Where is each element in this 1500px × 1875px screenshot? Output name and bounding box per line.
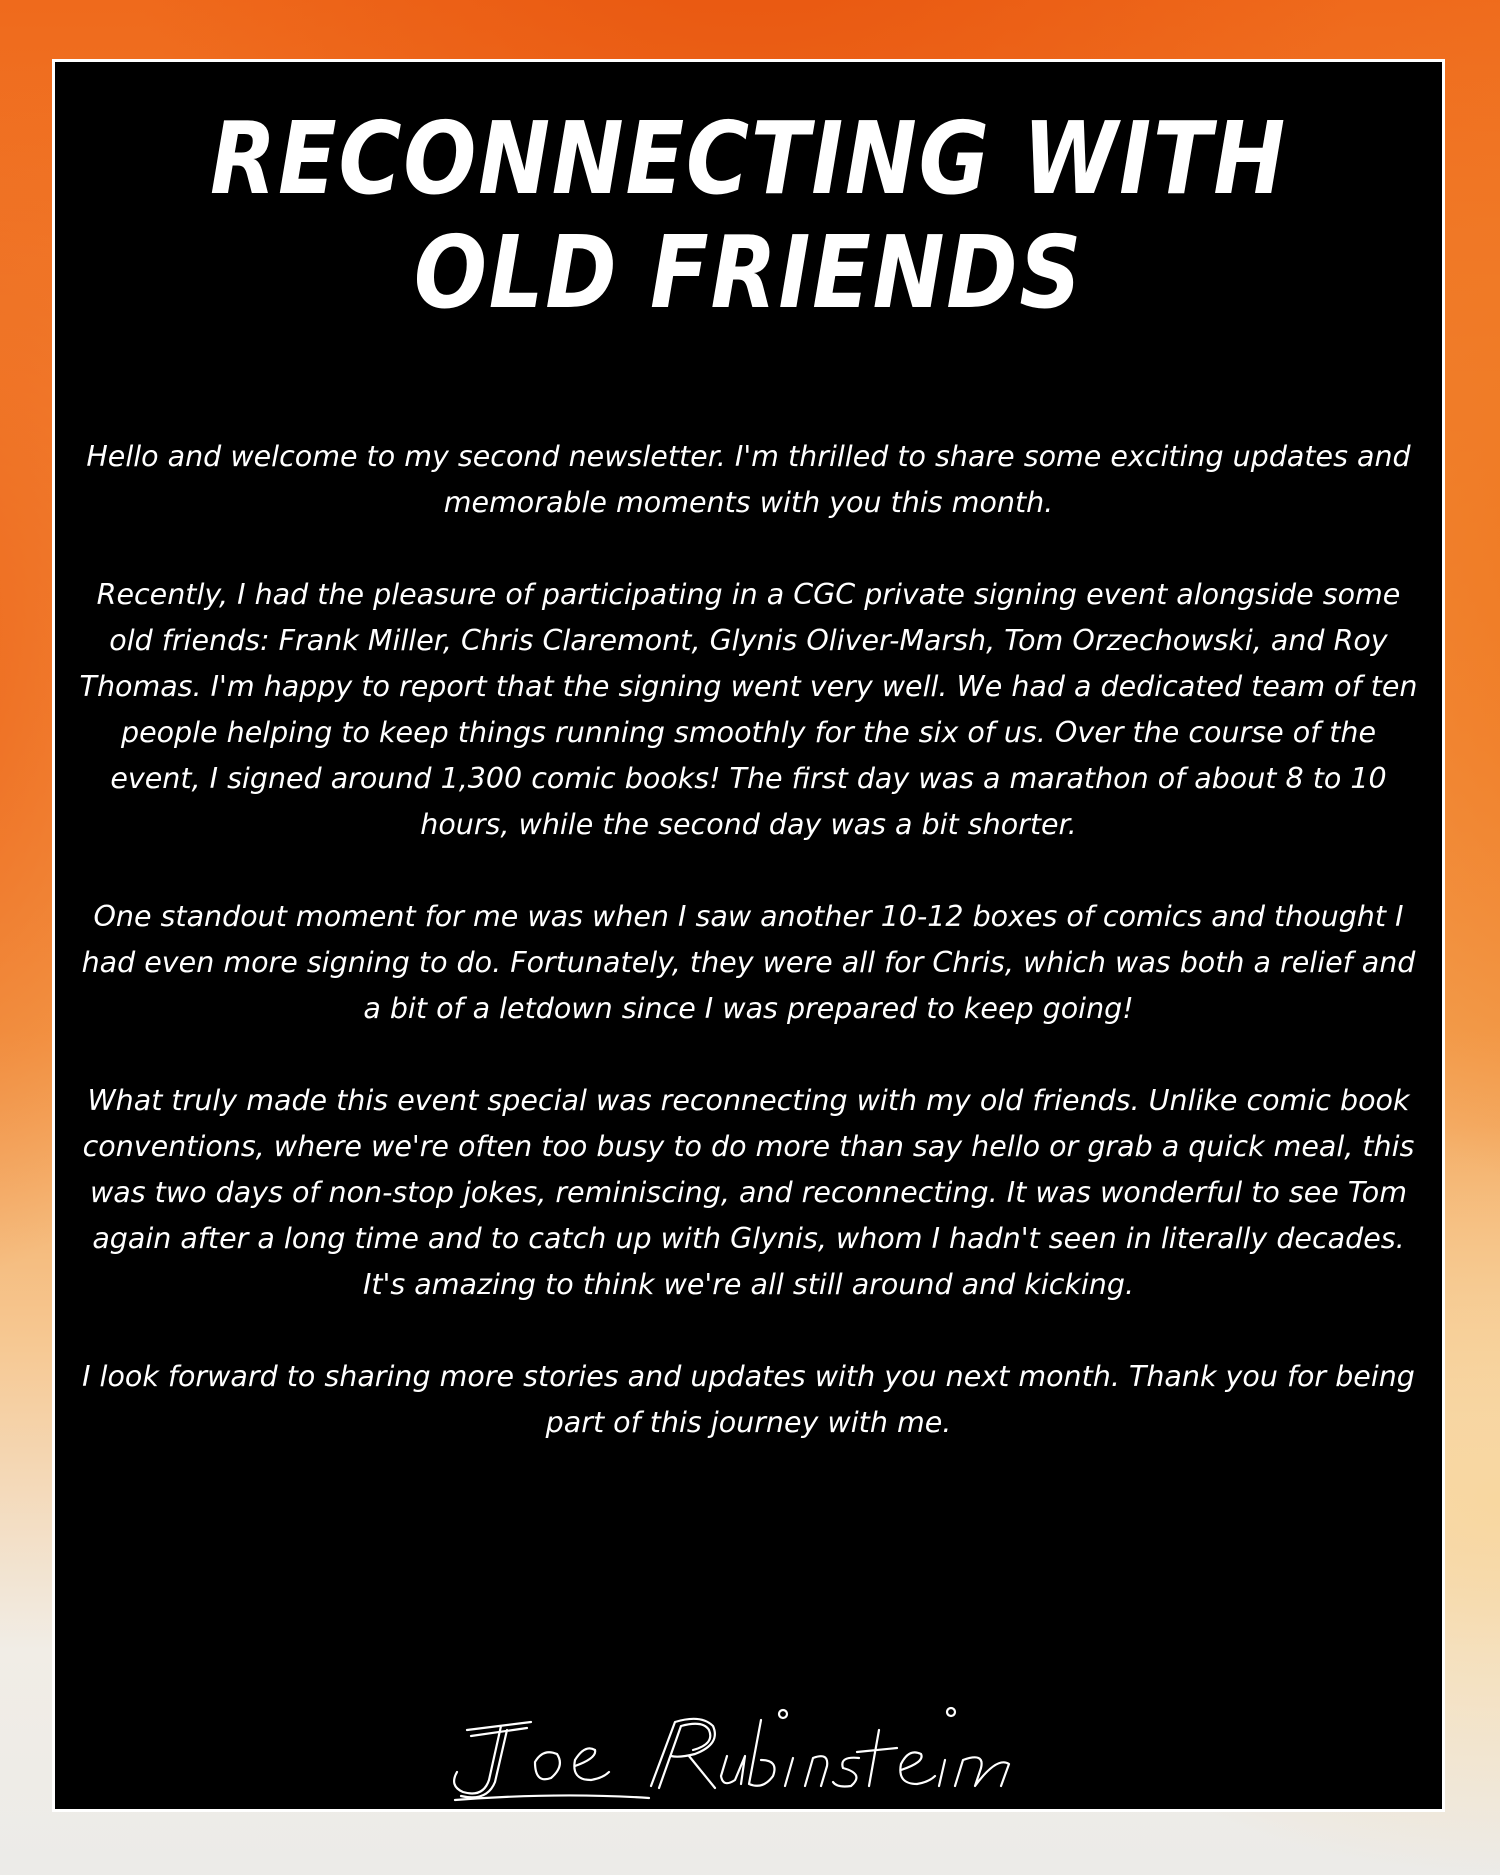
signature xyxy=(55,1700,1442,1810)
signature-image xyxy=(439,1700,1059,1810)
title-line-1: RECONNECTING WITH xyxy=(210,100,1287,217)
paragraph-intro: Hello and welcome to my second newsletter. I'm thrilled to share some exciting updates and memorable moments with you this month. xyxy=(86,440,1411,519)
title-line-2: OLD FRIENDS xyxy=(413,214,1084,331)
newsletter-panel xyxy=(52,59,1445,1812)
paragraph-reconnecting: What truly made this event special was reconnecting with my old friends. Unlike comic book conventions, where we're often too busy to do more than say hello or grab a quick meal, this was two days of non-stop jokes, reminiscing, and reconnecting. It was wonderful to see Tom again after a long time and to catch up with Glynis, whom I hadn't seen in literally decades. It's amazing to think we're all still around and kicking. xyxy=(82,1084,1415,1301)
paragraph-standout-moment: One standout moment for me was when I saw another 10-12 boxes of comics and thought I had even more signing to do. Fortunately, they were all for Chris, which was both a relief and a bit of a letdown since I was prepared to keep going! xyxy=(81,900,1416,1025)
newsletter-body xyxy=(75,434,1422,1492)
paragraph-closing: I look forward to sharing more stories and updates with you next month. Thank you for being part of this journey with me. xyxy=(82,1360,1415,1439)
newsletter-title xyxy=(152,102,1345,330)
paragraph-signing-event: Recently, I had the pleasure of participating in a CGC private signing event alongside some old friends: Frank Miller, Chris Claremont, Glynis Oliver-Marsh, Tom Orzechowski, and Roy Thomas. I'm happy to report that the signing went very well. We had a dedicated team of ten people helping to keep things running smoothly for the six of us. Over the course of the event, I signed around 1,300 comic books! The first day was a marathon of about 8 to 10 hours, while the second day was a bit shorter. xyxy=(79,578,1418,841)
